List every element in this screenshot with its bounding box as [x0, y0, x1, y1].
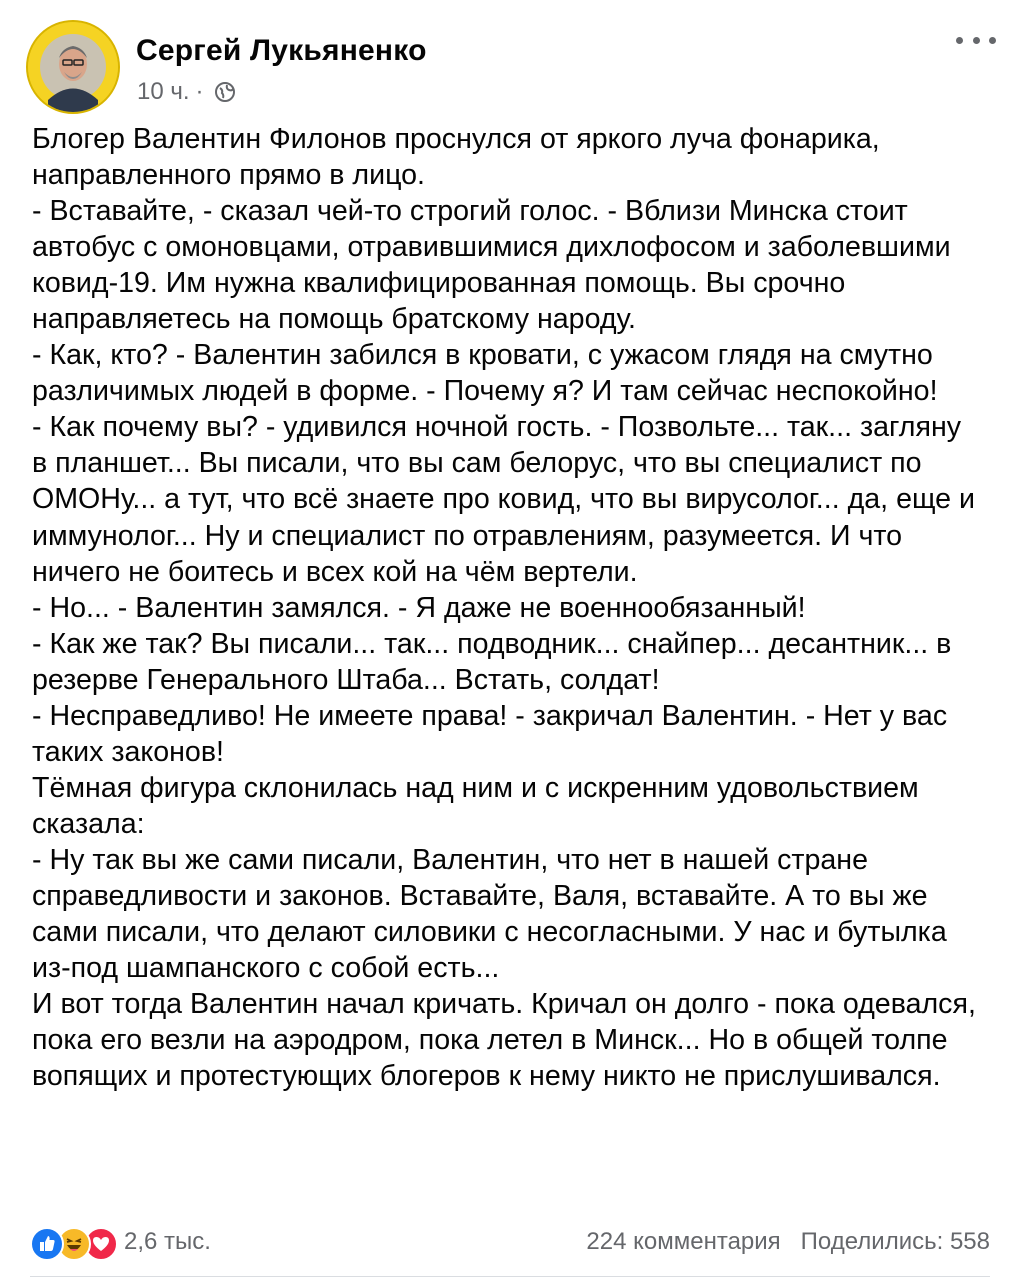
shares-count[interactable]: Поделились: 558 [800, 1228, 990, 1255]
post-paragraph: - Как, кто? - Валентин забился в кровати, с ужасом глядя на смутно различимых людей в форме. - Почему я? И там сейчас неспокойно! [32, 339, 938, 408]
divider [30, 1276, 990, 1277]
more-dots-icon [973, 37, 980, 44]
author-avatar[interactable] [26, 20, 120, 114]
post-text [32, 121, 977, 1094]
post-paragraph: - Как же так? Вы писали... так... подводник... снайпер... десантник... в резерве Генерального Штаба... Встать, солдат! [32, 627, 952, 696]
post-paragraph: - Несправедливо! Не имеете права! - закричал Валентин. - Нет у вас таких законов! [32, 699, 948, 768]
post-header [26, 20, 996, 110]
post-time[interactable]: 10 ч. [137, 78, 190, 105]
comments-count[interactable]: 224 комментария [586, 1228, 781, 1255]
more-options-button[interactable] [956, 28, 996, 52]
post-paragraph: - Но... - Валентин замялся. - Я даже не военнообязанный! [32, 591, 806, 624]
reaction-icons[interactable] [30, 1224, 118, 1260]
post-meta [137, 78, 236, 106]
reactions-bar [30, 1222, 990, 1262]
like-icon [30, 1227, 64, 1261]
post-paragraph: Тёмная фигура склонилась над ним и с искренним удовольствием сказала: [32, 771, 919, 840]
globe-icon [214, 81, 236, 103]
more-dots-icon [989, 37, 996, 44]
post-paragraph: - Как почему вы? - удивился ночной гость. - Позвольте... так... загляну в планшет... Вы писали, что вы сам белорус, что вы специалист по ОМОНу... а тут, что всё знаете про ковид, что вы вирусолог... да, еще и иммунолог... Ну и специалист по отравлениям, разумеется. И что ничего не боитесь и всех кой на чём вертели. [32, 411, 975, 588]
more-dots-icon [956, 37, 963, 44]
author-name[interactable]: Сергей Лукьяненко [136, 34, 427, 67]
post-paragraph: Блогер Валентин Филонов проснулся от яркого луча фонарика, направленного прямо в лицо. [32, 123, 880, 192]
post-paragraph: - Ну так вы же сами писали, Валентин, что нет в нашей стране справедливости и законов. Вставайте, Валя, вставайте. А то вы же сами писали, что делают силовики с несогласными. У нас и бутылка из-под шампанского с собой есть... [32, 843, 947, 985]
post-paragraph: И вот тогда Валентин начал кричать. Кричал он долго - пока одевался, пока его везли на аэродром, пока летел в Минск... Но в общей толпе вопящих и протестующих блогеров к нему никто не прислушивался. [32, 988, 976, 1093]
reaction-count[interactable]: 2,6 тыс. [124, 1228, 211, 1255]
post-paragraph: - Вставайте, - сказал чей-то строгий голос. - Вблизи Минска стоит автобус с омоновцами, отравившимися дихлофосом и заболевшими ковид-19. Им нужна квалифицированная помощь. Вы срочно направляетесь на помощь братскому народу. [32, 195, 951, 336]
meta-separator: · [195, 78, 204, 105]
